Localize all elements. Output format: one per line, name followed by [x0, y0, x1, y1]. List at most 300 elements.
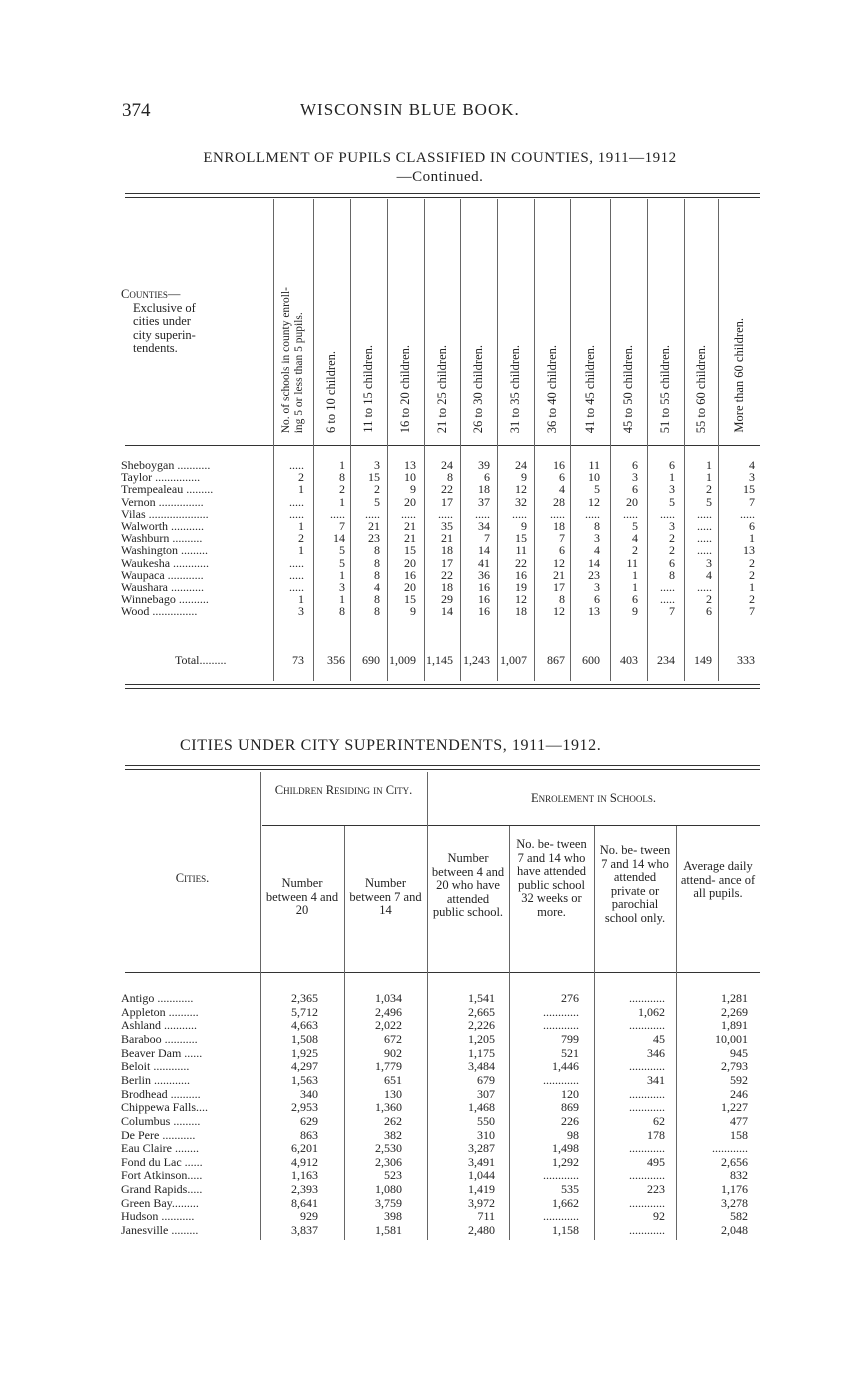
table1-cell: 16: [515, 568, 527, 582]
table2-title: CITIES UNDER CITY SUPERINTENDENTS, 1911—1912.: [180, 737, 602, 754]
table1-cell: 3: [669, 482, 675, 496]
table2-cell: ............: [629, 1196, 665, 1210]
table2-group-header: Children Residing in City.: [274, 783, 413, 797]
table1-cell: 23: [588, 568, 600, 582]
table2-cell: 98: [567, 1128, 579, 1142]
table1-cell: 4: [632, 531, 638, 545]
table2-cell: ............: [543, 1073, 579, 1087]
table2-cell: 651: [384, 1073, 402, 1087]
table1-cell: 13: [588, 604, 600, 618]
table2-row: [0, 992, 859, 1005]
table1-cell: 22: [441, 568, 453, 582]
table1-cell: 34: [478, 519, 490, 533]
table1-rule: [125, 445, 760, 446]
table1-cell: 3: [374, 458, 380, 472]
table1-cell: .....: [697, 543, 712, 557]
table1-cell: .....: [550, 507, 565, 521]
table2-cell: 1,925: [291, 1046, 318, 1060]
table1-cell: 3: [298, 604, 304, 618]
table2-cell: 1,176: [721, 1182, 748, 1196]
table1-cell: 11: [515, 543, 527, 557]
table2-cell: ............: [543, 1209, 579, 1223]
table2-cell: 3,287: [468, 1141, 495, 1155]
table1-cell: 10: [588, 470, 600, 484]
table1-cell: .....: [623, 507, 638, 521]
table2-cell: 1,662: [552, 1196, 579, 1210]
table1-cell: 6: [559, 470, 565, 484]
table1-cell: 403: [620, 653, 638, 667]
table1-cell: 8: [374, 592, 380, 606]
table1-title: [120, 149, 760, 187]
table2-cell: 945: [730, 1046, 748, 1060]
table1-cell: 1: [298, 592, 304, 606]
table1-cell: 1: [298, 482, 304, 496]
table2-cell: 246: [730, 1087, 748, 1101]
table1-cell: 16: [553, 458, 565, 472]
table1-cell: 20: [404, 556, 416, 570]
county-name: Walworth ...........: [121, 519, 205, 533]
city-name: Appleton ..........: [121, 1005, 199, 1019]
table2-cell: 3,759: [375, 1196, 402, 1210]
table1-cell: 18: [441, 580, 453, 594]
table1-cell: 6: [632, 482, 638, 496]
table2-group-header: Enrolement in Schools.: [531, 791, 656, 805]
table1-cell: .....: [289, 568, 304, 582]
table2-cell: 592: [730, 1073, 748, 1087]
table2-cell: 2,793: [721, 1059, 748, 1073]
table1-cell: 16: [478, 604, 490, 618]
table1-cell: 1: [632, 568, 638, 582]
table2-cell: 799: [561, 1032, 579, 1046]
table2-cell: 226: [561, 1114, 579, 1128]
table2-cell: 92: [653, 1209, 665, 1223]
table2-cell: 4,297: [291, 1059, 318, 1073]
table2-cell: 223: [647, 1182, 665, 1196]
table2-cell: 929: [300, 1209, 318, 1223]
table1-column-header: [718, 205, 760, 433]
table2-cell: 3,972: [468, 1196, 495, 1210]
table1-column-header: [610, 205, 647, 433]
table2-cell: 341: [647, 1073, 665, 1087]
table1-column-header: [570, 205, 610, 433]
table2-rule: [125, 765, 760, 766]
table1-cell: 36: [478, 568, 490, 582]
table2-cell: 902: [384, 1046, 402, 1060]
county-name: Vernon ...............: [121, 495, 204, 509]
table1-cell: 600: [582, 653, 600, 667]
table1-cell: 9: [521, 470, 527, 484]
table1-cell: 15: [743, 482, 755, 496]
table1-cell: 1,009: [389, 653, 416, 667]
table1-cell: .....: [330, 507, 345, 521]
table1-cell: 234: [657, 653, 675, 667]
table1-cell: 8: [669, 568, 675, 582]
table2-cell: 398: [384, 1209, 402, 1223]
table1-cell: 15: [515, 531, 527, 545]
table2-cell: ............: [712, 1141, 748, 1155]
table2-cell: 535: [561, 1182, 579, 1196]
table1-cell: .....: [697, 580, 712, 594]
city-name: Columbus .........: [121, 1114, 201, 1128]
table2-column-header: Number between 4 and 20 who have attended public school.: [431, 851, 505, 919]
table1-cell: 32: [515, 495, 527, 509]
table2-cell: 582: [730, 1209, 748, 1223]
city-name: Fond du Lac ......: [121, 1155, 203, 1169]
table1-cell: 1: [298, 519, 304, 533]
table2-cell: 1,468: [468, 1100, 495, 1114]
county-name: Wood ...............: [121, 604, 198, 618]
table1-cell: 18: [553, 519, 565, 533]
table1-cell: 19: [515, 580, 527, 594]
table2-cell: 679: [477, 1073, 495, 1087]
table2-stub-header: Cities.: [175, 871, 210, 885]
county-name: Winnebago ..........: [121, 592, 209, 606]
table1-cell: .....: [289, 507, 304, 521]
city-name: Hudson ...........: [121, 1209, 195, 1223]
table1-cell: 17: [441, 495, 453, 509]
county-name: Taylor ...............: [121, 470, 201, 484]
table1-cell: 12: [553, 604, 565, 618]
table1-cell: 1: [749, 580, 755, 594]
table1-column-header-text: 16 to 20 children.: [398, 344, 412, 433]
table2-cell: 382: [384, 1128, 402, 1142]
table1-cell: 12: [515, 482, 527, 496]
table1-column-header: [350, 205, 387, 433]
table2-cell: 711: [477, 1209, 495, 1223]
county-name: Washington .........: [121, 543, 209, 557]
table1-cell: .....: [660, 592, 675, 606]
table1-column-header-text: 21 to 25 children.: [434, 344, 449, 433]
running-header: WISCONSIN BLUE BOOK.: [300, 100, 520, 119]
table2-cell: 1,205: [468, 1032, 495, 1046]
table1-cell: 12: [588, 495, 600, 509]
table1-cell: 24: [515, 458, 527, 472]
table1-cell: 9: [410, 482, 416, 496]
table1-cell: 13: [743, 543, 755, 557]
table2-row: [0, 1224, 859, 1237]
table2-cell: 158: [730, 1128, 748, 1142]
table1-cell: 7: [669, 604, 675, 618]
table1-cell: 11: [626, 556, 638, 570]
table2-cell: ............: [629, 1168, 665, 1182]
table1-cell: 1: [749, 531, 755, 545]
county-name: Sheboygan ...........: [121, 458, 211, 472]
table1-rule: [125, 684, 760, 685]
table1-stub-header-line: city superin-: [133, 327, 196, 342]
table1-cell: 5: [669, 495, 675, 509]
table1-column-header: [497, 205, 534, 433]
table1-total-row: [0, 654, 859, 667]
table1-column-header-text: More than 60 children.: [731, 318, 746, 433]
table1-cell: 12: [553, 556, 565, 570]
table2-cell: 672: [384, 1032, 402, 1046]
table1-cell: 22: [515, 556, 527, 570]
table1-cell: 3: [749, 470, 755, 484]
table1-cell: 6: [559, 543, 565, 557]
table2-cell: 2,530: [375, 1141, 402, 1155]
table1-cell: .....: [740, 507, 755, 521]
table1-cell: 16: [478, 580, 490, 594]
table1-cell: 2: [669, 531, 675, 545]
table2-row: [0, 1019, 859, 1032]
table1-cell: .....: [365, 507, 380, 521]
table1-cell: 21: [441, 531, 453, 545]
table2-cell: 2,665: [468, 1005, 495, 1019]
table2-row: [0, 1210, 859, 1223]
table2-cell: 1,062: [638, 1005, 665, 1019]
city-name: Janesville .........: [121, 1223, 199, 1237]
county-name: Waupaca ............: [121, 568, 204, 582]
city-name: Beaver Dam ......: [121, 1046, 203, 1060]
table1-cell: 21: [553, 568, 565, 582]
table1-cell: 14: [333, 531, 345, 545]
city-name: De Pere ...........: [121, 1128, 196, 1142]
table1-stub-header-line: tendents.: [133, 341, 178, 355]
table1-cell: 6: [632, 458, 638, 472]
table1-cell: 9: [632, 604, 638, 618]
table2-cell: 1,175: [468, 1046, 495, 1060]
table1-cell: 18: [478, 482, 490, 496]
table2-rule: [125, 769, 760, 770]
table2-cell: 10,001: [715, 1032, 748, 1046]
table2-row: [0, 1142, 859, 1155]
table1-column-header: [273, 205, 313, 433]
page-number: 374: [122, 100, 151, 121]
table2-cell: 1,227: [721, 1100, 748, 1114]
table2-cell: 869: [561, 1100, 579, 1114]
table2-cell: 523: [384, 1168, 402, 1182]
table2-cell: 3,278: [721, 1196, 748, 1210]
table1-cell: .....: [289, 458, 304, 472]
table2-cell: 8,641: [291, 1196, 318, 1210]
table1-cell: 5: [632, 519, 638, 533]
table1-cell: 1,243: [463, 653, 490, 667]
table2-cell: 1,541: [468, 991, 495, 1005]
table2-row: [0, 1101, 859, 1114]
table1-cell: 8: [339, 470, 345, 484]
table1-cell: 28: [553, 495, 565, 509]
table1-cell: .....: [289, 580, 304, 594]
table1-column-header-text: 55 to 60 children.: [693, 344, 708, 433]
table1-stub-header-line: Counties—: [121, 287, 181, 301]
table1-cell: 3: [632, 470, 638, 484]
table1-cell: 6: [594, 592, 600, 606]
table1-cell: 18: [441, 543, 453, 557]
table1-cell: 149: [694, 653, 712, 667]
table1-cell: 2: [298, 531, 304, 545]
table1-cell: 2: [749, 556, 755, 570]
table2-cell: 1,563: [291, 1073, 318, 1087]
table2-cell: 2,656: [721, 1155, 748, 1169]
table1-cell: 41: [478, 556, 490, 570]
table2-column-header: Number between 4 and 20: [265, 876, 339, 917]
table2-cell: ............: [629, 1018, 665, 1032]
table2-cell: 1,080: [375, 1182, 402, 1196]
county-name: Washburn ..........: [121, 531, 203, 545]
table1-cell: 73: [292, 653, 304, 667]
city-name: Ashland ...........: [121, 1018, 197, 1032]
city-name: Beloit ............: [121, 1059, 190, 1073]
county-name: Waukesha ............: [121, 556, 210, 570]
table2-column-header: Average daily attend- ance of all pupils.: [680, 859, 756, 900]
table2-cell: 307: [477, 1087, 495, 1101]
table1-cell: 4: [594, 543, 600, 557]
table1-cell: 1,007: [500, 653, 527, 667]
table1-cell: 8: [374, 543, 380, 557]
table1-cell: 14: [441, 604, 453, 618]
table2-rule: [125, 972, 760, 973]
city-name: Antigo ............: [121, 991, 194, 1005]
table1-column-header-text: 36 to 40 children.: [544, 344, 559, 433]
table1-cell: 15: [404, 543, 416, 557]
table2-cell: 2,048: [721, 1223, 748, 1237]
table1-cell: 6: [706, 604, 712, 618]
table2-cell: 1,163: [291, 1168, 318, 1182]
table1-cell: 8: [447, 470, 453, 484]
total-label: Total.........: [175, 653, 227, 667]
table1-cell: 7: [749, 495, 755, 509]
table1-cell: 15: [368, 470, 380, 484]
table1-column-header-text: No. of schools in county enroll- ing 5 or less than 5 pupils.: [280, 286, 305, 433]
table1-cell: .....: [585, 507, 600, 521]
table2-cell: 310: [477, 1128, 495, 1142]
table1-stub-header-line: Exclusive of: [133, 300, 196, 315]
table1-cell: 14: [478, 543, 490, 557]
table2-cell: 832: [730, 1168, 748, 1182]
table1-title-line1: ENROLLMENT OF PUPILS CLASSIFIED IN COUNTIES, 1911—1912: [203, 150, 677, 166]
table1-cell: 2: [298, 470, 304, 484]
table1-cell: 24: [441, 458, 453, 472]
table1-column-header: [313, 205, 350, 433]
table1-cell: 8: [339, 604, 345, 618]
table1-cell: 1: [339, 458, 345, 472]
table1-cell: 16: [404, 568, 416, 582]
table1-cell: 5: [339, 556, 345, 570]
table2-cell: 2,306: [375, 1155, 402, 1169]
table1-cell: 7: [484, 531, 490, 545]
table1-cell: 20: [404, 495, 416, 509]
city-name: Berlin ............: [121, 1073, 190, 1087]
table2-cell: 2,022: [375, 1018, 402, 1032]
table1-cell: .....: [697, 519, 712, 533]
table1-cell: 2: [374, 482, 380, 496]
table1-cell: 35: [441, 519, 453, 533]
county-name: Trempealeau .........: [121, 482, 214, 496]
table2-cell: 1,498: [552, 1141, 579, 1155]
table1-cell: 1: [706, 470, 712, 484]
table2-column-header: No. be- tween 7 and 14 who attended private or parochial school only.: [599, 843, 671, 925]
table2-row: [0, 1074, 859, 1087]
table1-cell: 18: [515, 604, 527, 618]
table1-column-header-text: 45 to 50 children.: [621, 344, 635, 433]
table1-row: [0, 605, 859, 618]
table1-cell: 2: [339, 482, 345, 496]
table1-column-header: [424, 205, 460, 433]
table2-cell: 1,158: [552, 1223, 579, 1237]
table2-cell: 477: [730, 1114, 748, 1128]
table2-cell: 2,365: [291, 991, 318, 1005]
table1-cell: .....: [697, 507, 712, 521]
table1-cell: 8: [374, 556, 380, 570]
table1-cell: 6: [632, 592, 638, 606]
table1-cell: 15: [404, 592, 416, 606]
table1-cell: 333: [737, 653, 755, 667]
table1-cell: 3: [594, 531, 600, 545]
table1-cell: 13: [404, 458, 416, 472]
table2-cell: 340: [300, 1087, 318, 1101]
table1-cell: 5: [706, 495, 712, 509]
table1-stub-header: [121, 288, 196, 356]
table2-cell: 4,912: [291, 1155, 318, 1169]
table1-cell: 6: [749, 519, 755, 533]
table1-cell: 867: [547, 653, 565, 667]
table2-group-rule: [262, 825, 760, 826]
table2-cell: ............: [629, 1223, 665, 1237]
table1-cell: 2: [706, 592, 712, 606]
table1-cell: 37: [478, 495, 490, 509]
table1-cell: 7: [749, 604, 755, 618]
table1-cell: .....: [438, 507, 453, 521]
table1-cell: 1: [339, 495, 345, 509]
table1-rule: [125, 197, 760, 198]
table2-cell: ............: [629, 991, 665, 1005]
table2-cell: 629: [300, 1114, 318, 1128]
city-name: Eau Claire ........: [121, 1141, 199, 1155]
table2-cell: 262: [384, 1114, 402, 1128]
table1-column-header-text: 51 to 55 children.: [658, 344, 672, 433]
table2-cell: 1,360: [375, 1100, 402, 1114]
table2-row: [0, 1115, 859, 1128]
table1-cell: 2: [749, 568, 755, 582]
table2-cell: 130: [384, 1087, 402, 1101]
table2-row: [0, 1033, 859, 1046]
table2-cell: 1,419: [468, 1182, 495, 1196]
table1-column-header: [387, 205, 424, 433]
city-name: Grand Rapids.....: [121, 1182, 203, 1196]
table1-cell: 29: [441, 592, 453, 606]
table1-cell: 1: [632, 580, 638, 594]
city-name: Baraboo ...........: [121, 1032, 198, 1046]
table1-cell: .....: [401, 507, 416, 521]
table1-cell: 10: [404, 470, 416, 484]
table1-cell: 22: [441, 482, 453, 496]
table2-cell: 120: [561, 1087, 579, 1101]
table2-cell: 2,496: [375, 1005, 402, 1019]
table1-cell: 3: [669, 519, 675, 533]
table1-cell: 1,145: [426, 653, 453, 667]
city-name: Fort Atkinson.....: [121, 1168, 203, 1182]
table2-cell: 4,663: [291, 1018, 318, 1032]
table1-cell: 2: [749, 592, 755, 606]
table1-cell: 4: [559, 482, 565, 496]
table1-cell: 1: [339, 592, 345, 606]
table2-cell: 863: [300, 1128, 318, 1142]
table1-cell: 690: [362, 653, 380, 667]
table1-column-header: [534, 205, 570, 433]
table2-cell: 3,837: [291, 1223, 318, 1237]
table2-cell: 550: [477, 1114, 495, 1128]
table2-cell: 2,269: [721, 1005, 748, 1019]
table2-cell: ............: [543, 1018, 579, 1032]
table2-cell: ............: [629, 1059, 665, 1073]
county-name: Waushara ...........: [121, 580, 205, 594]
table1-cell: 5: [339, 543, 345, 557]
table1-cell: 6: [484, 470, 490, 484]
table1-cell: 6: [669, 458, 675, 472]
table2-cell: 276: [561, 991, 579, 1005]
table2-cell: 1,779: [375, 1059, 402, 1073]
table2-cell: 5,712: [291, 1005, 318, 1019]
